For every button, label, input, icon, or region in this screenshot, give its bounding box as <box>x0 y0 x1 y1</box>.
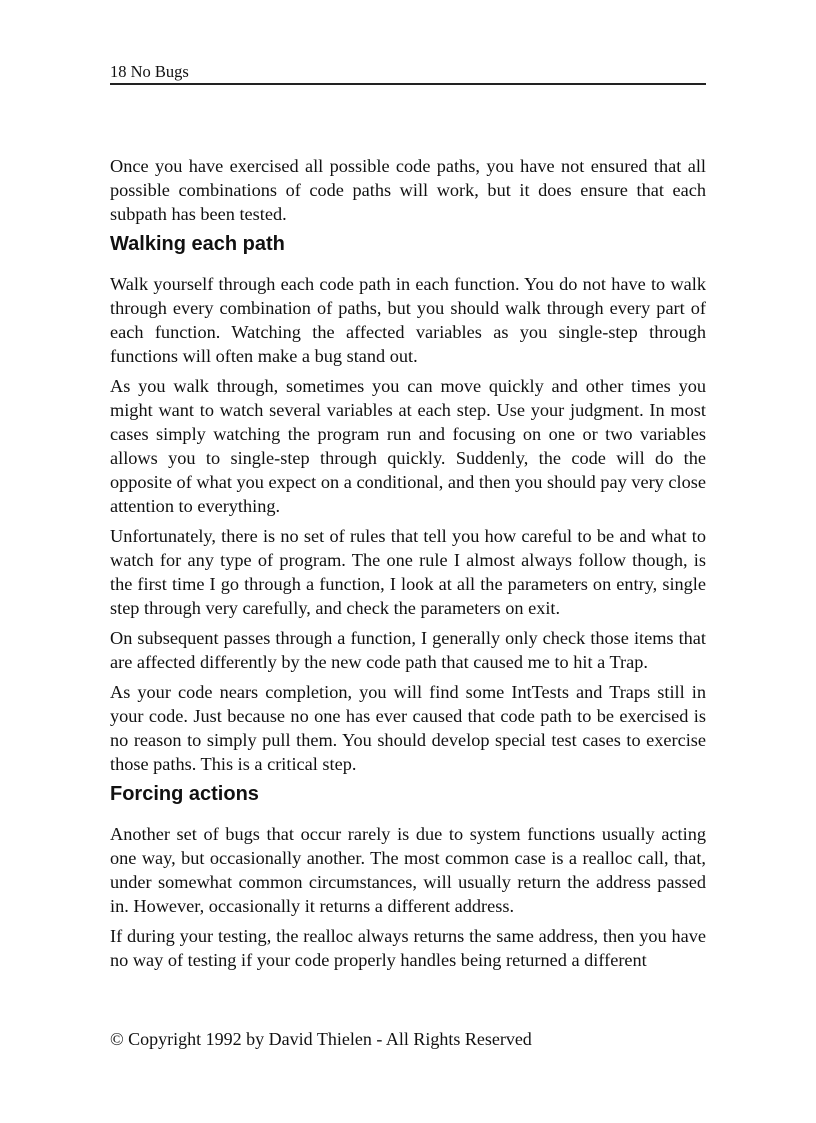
copyright-footer: © Copyright 1992 by David Thielen - All Rights Reserved <box>110 1029 532 1049</box>
forcing-paragraph-1: Another set of bugs that occur rarely is due to system functions usually acting one way, but occasionally another. The most common case is a realloc call, that, under somewhat common circumstances, will usually return the address passed in. However, occasionally it returns a different address. <box>110 824 706 916</box>
forcing-paragraph-2: If during your testing, the realloc always returns the same address, then you have no way of testing if your code properly handles being returned a different <box>110 926 706 970</box>
running-head: 18 No Bugs <box>110 60 706 85</box>
walking-paragraph-1: Walk yourself through each code path in each function. You do not have to walk through every combination of paths, but you should walk through every part of each function. Watching the affected variables as you single-step through functions will often make a bug stand out. <box>110 274 706 366</box>
walking-paragraph-3: Unfortunately, there is no set of rules that tell you how careful to be and what to watch for any type of program. The one rule I almost always follow though, is the first time I go through a function, I look at all the parameters on entry, single step through very carefully, and check the parameters on exit. <box>110 526 706 618</box>
section-heading-forcing-actions: Forcing actions <box>110 783 259 805</box>
walking-paragraph-5: As your code nears completion, you will find some IntTests and Traps still in your code. Just because no one has ever caused that code path to be exercised is no reason to simply pull them. You should develop special test cases to exercise those paths. This is a critical step. <box>110 682 706 774</box>
page-body <box>110 154 706 978</box>
section-heading-walking-each-path: Walking each path <box>110 233 285 255</box>
intro-paragraph: Once you have exercised all possible code paths, you have not ensured that all possible combinations of code paths will work, but it does ensure that each subpath has been tested. <box>110 156 706 224</box>
walking-paragraph-4: On subsequent passes through a function, I generally only check those items that are affected differently by the new code path that caused me to hit a Trap. <box>110 628 706 672</box>
walking-paragraph-2: As you walk through, sometimes you can move quickly and other times you might want to watch several variables at each step. Use your judgment. In most cases simply watching the program run and focusing on one or two variables allows you to single-step through quickly. Suddenly, the code will do the opposite of what you expect on a conditional, and then you should pay very close attention to everything. <box>110 376 706 516</box>
